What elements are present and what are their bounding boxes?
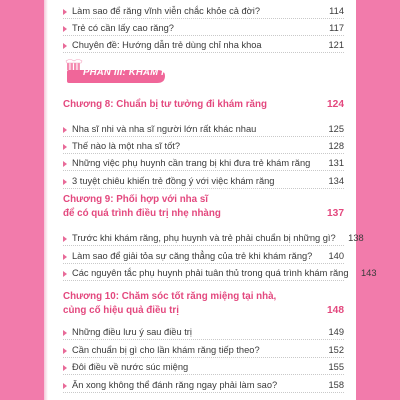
chapter-page: 124 [327,99,344,110]
toc-entry-page: 138 [348,233,364,243]
toc-entry [63,325,344,340]
toc-entry [63,139,344,154]
toc-entry-text: Đôi điều về nước súc miệng [72,362,189,372]
toc-entry [63,21,344,36]
toc-entry [63,156,344,171]
toc-entry-text: Thế nào là một nha sĩ tốt? [72,141,181,151]
chapter-title-line: Chương 9: Phối hợp với nha sĩ [63,194,209,205]
toc-entry-page: 125 [328,124,344,134]
toc-entry-page: 152 [328,345,344,355]
toc-entry-text: 3 tuyệt chiêu khiến trẻ đồng ý với việc khám răng [72,176,275,186]
toc-entry-text: Làm sao để giải tỏa sự căng thẳng của trẻ khi khám răng? [72,251,313,261]
toc-entry-text: Cần chuẩn bị gì cho lần khám răng tiếp theo? [72,345,260,355]
chapter-title-line: củng cố hiệu quả điều trị [63,305,179,316]
toc-entry [63,122,344,137]
part-title: PHẦN III: KHÁM RĂNG [83,67,191,78]
triangle-bullet-icon [63,179,67,185]
toc-entry-page: 149 [328,327,344,337]
triangle-bullet-icon [63,144,67,150]
chapter-page: 148 [327,305,344,316]
triangle-bullet-icon [63,365,67,371]
triangle-bullet-icon [63,9,67,15]
toc-entry-text: Những điều lưu ý sau điều trị [72,327,192,337]
triangle-bullet-icon [63,271,67,277]
toc-entry [63,343,344,358]
triangle-bullet-icon [63,161,67,167]
toc-entry-text: Ăn xong không thể đánh răng ngay phải làm sao? [72,380,278,390]
toc-entry-page: 128 [328,141,344,151]
toc-entry-page: 140 [328,251,344,261]
chapter-title-line: Chương 10: Chăm sóc tốt răng miệng tại nhà, [63,291,277,302]
toc-entry-text: Nha sĩ nhi và nha sĩ người lớn rất khác nhau [72,124,257,134]
toc-entry [63,266,377,281]
triangle-bullet-icon [63,254,67,260]
chapter-heading [63,290,344,318]
triangle-bullet-icon [63,348,67,354]
toc-entry-text: Những việc phụ huynh cần trang bị khi đưa trẻ khám răng [72,158,311,168]
toc-entry [63,174,344,189]
chapter-heading [63,193,344,221]
toc-entry-page: 121 [328,40,344,50]
page-edge [44,0,48,400]
toc-entry-text: Làm sao để răng vĩnh viễn chắc khỏe cả đời? [72,6,261,16]
toc-entry-page: 134 [328,176,344,186]
chapter-heading [63,98,344,112]
toc-entry-page: 117 [329,23,344,33]
triangle-bullet-icon [63,26,67,32]
part-banner [61,59,191,89]
toc-entry-page: 143 [361,268,377,278]
toc-entry [63,4,344,19]
toc-entry-page: 155 [328,362,344,372]
toc-entry [63,249,344,264]
triangle-bullet-icon [63,43,67,49]
toc-entry-page: 114 [329,6,344,16]
toc-entry-text: Trẻ có cần lấy cao răng? [72,23,174,33]
toc-entry-text: Các nguyên tắc phụ huynh phải tuân thủ trong quá trình khám răng [72,268,349,278]
toc-entry-page: 158 [328,380,344,390]
triangle-bullet-icon [63,236,67,242]
toc-page [44,0,377,400]
triangle-bullet-icon [63,127,67,133]
chapter-page: 137 [327,208,344,219]
toc-entry-text: Trước khi khám răng, phụ huynh và trẻ phải chuẩn bị những gì? [72,233,336,243]
chapter-title-line: Chương 8: Chuẩn bị tư tưởng đi khám răng [63,99,267,110]
chapter-title-line: để có quá trình điều trị nhẹ nhàng [63,208,221,219]
toc-entry [63,231,364,246]
triangle-bullet-icon [63,383,67,389]
toc-entry [63,360,344,375]
toc-entry [63,378,344,393]
toc-entry-page: 131 [328,158,344,168]
toc-entry-text: Chuyên đề: Hướng dẫn trẻ dùng chỉ nha khoa [72,40,262,50]
toc-entry [63,38,344,53]
triangle-bullet-icon [63,330,67,336]
